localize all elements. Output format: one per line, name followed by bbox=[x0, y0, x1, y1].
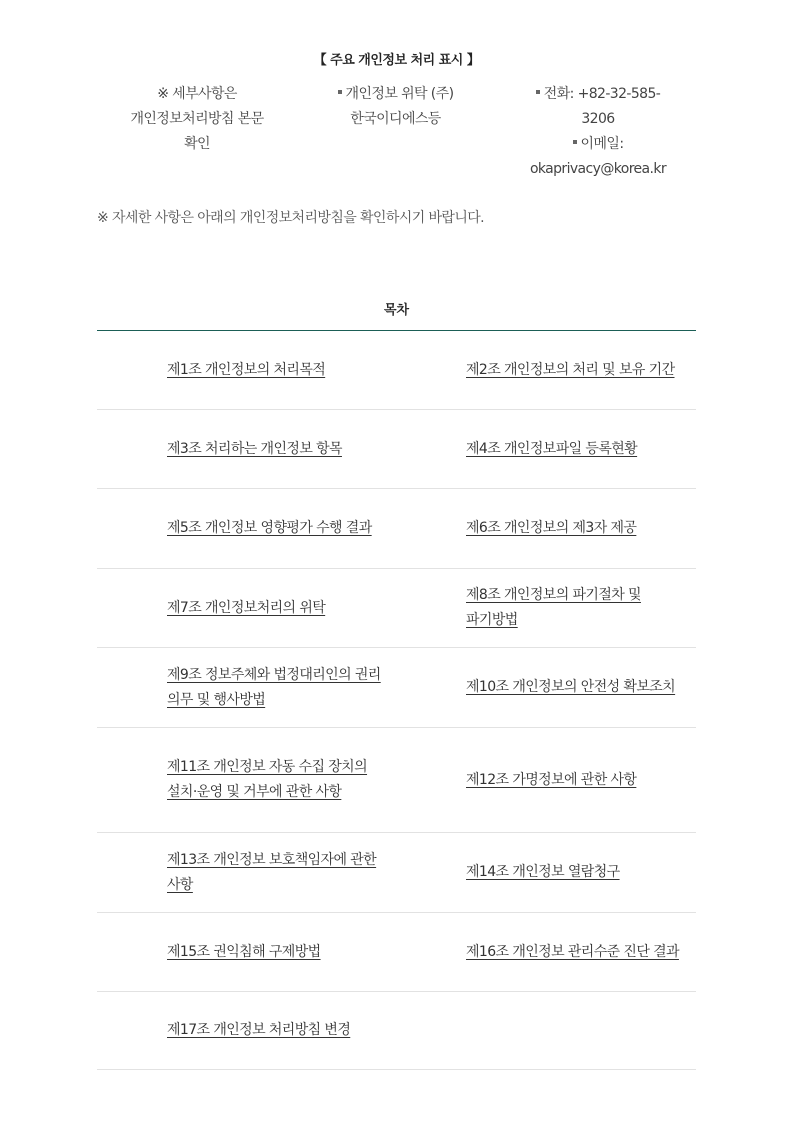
toc-row bbox=[97, 728, 696, 833]
toc-row bbox=[97, 833, 696, 913]
toc-link-article-2[interactable]: 제2조 개인정보의 처리 및 보유 기간 bbox=[466, 361, 675, 378]
toc-row bbox=[97, 648, 696, 728]
summary-columns bbox=[97, 82, 696, 192]
toc-table bbox=[97, 330, 696, 1070]
bullet-square-icon bbox=[338, 90, 342, 94]
toc-row bbox=[97, 913, 696, 992]
toc-link-article-3[interactable]: 제3조 처리하는 개인정보 항목 bbox=[167, 440, 342, 457]
summary-title: 【 주요 개인정보 처리 표시 】 bbox=[313, 53, 480, 68]
toc-link-article-7[interactable]: 제7조 개인정보처리의 위탁 bbox=[167, 599, 326, 616]
summary-contact bbox=[513, 82, 683, 182]
policy-notice: ※ 자세한 사항은 아래의 개인정보처리방침을 확인하시기 바랍니다. bbox=[97, 210, 485, 226]
summary-consignment bbox=[323, 82, 468, 132]
toc-link-article-4[interactable]: 제4조 개인정보파일 등록현황 bbox=[466, 440, 638, 457]
toc-link-article-6[interactable]: 제6조 개인정보의 제3자 제공 bbox=[466, 520, 637, 536]
summary-line: 개인정보처리방침 본문 bbox=[130, 111, 264, 127]
toc-link-article-10[interactable]: 제10조 개인정보의 안전성 확보조치 bbox=[466, 679, 676, 695]
summary-line: 확인 bbox=[184, 136, 210, 152]
summary-line: ※ 세부사항은 bbox=[157, 86, 237, 102]
bullet-square-icon bbox=[573, 140, 577, 144]
summary-line: 한국이디에스등 bbox=[350, 111, 441, 127]
toc-link-article-15[interactable]: 제15조 권익침해 구제방법 bbox=[167, 943, 321, 960]
toc-link-article-13[interactable]: 제13조 개인정보 보호책임자에 관한 사항 bbox=[167, 851, 377, 893]
toc-row bbox=[97, 569, 696, 648]
toc-row bbox=[97, 489, 696, 569]
summary-email-label: 이메일: bbox=[513, 132, 683, 157]
toc-title: 목차 bbox=[383, 303, 410, 318]
toc-link-article-17[interactable]: 제17조 개인정보 처리방침 변경 bbox=[167, 1022, 351, 1038]
summary-line: 개인정보 위탁 (주) bbox=[323, 82, 468, 107]
toc-row bbox=[97, 331, 696, 410]
toc-link-article-16[interactable]: 제16조 개인정보 관리수준 진단 결과 bbox=[466, 943, 679, 960]
toc-link-article-8[interactable]: 제8조 개인정보의 파기절차 및 파기방법 bbox=[466, 587, 641, 628]
toc-link-article-11[interactable]: 제11조 개인정보 자동 수집 장치의 설치·운영 및 거부에 관한 사항 bbox=[167, 759, 368, 800]
summary-email: okaprivacy@korea.kr bbox=[529, 161, 667, 177]
toc-row bbox=[97, 410, 696, 489]
summary-phone: 전화: +82-32-585- bbox=[513, 82, 683, 107]
summary-line: 3206 bbox=[581, 111, 615, 127]
toc-link-article-9[interactable]: 제9조 정보주체와 법정대리인의 권리 의무 및 행사방법 bbox=[167, 666, 381, 708]
toc-link-article-14[interactable]: 제14조 개인정보 열람청구 bbox=[466, 864, 620, 880]
toc-row bbox=[97, 992, 696, 1070]
bullet-square-icon bbox=[536, 90, 540, 94]
toc-link-article-12[interactable]: 제12조 가명정보에 관한 사항 bbox=[466, 771, 637, 788]
summary-detail-note bbox=[117, 82, 277, 157]
toc-link-article-5[interactable]: 제5조 개인정보 영향평가 수행 결과 bbox=[167, 520, 372, 536]
toc-link-article-1[interactable]: 제1조 개인정보의 처리목적 bbox=[167, 361, 326, 378]
